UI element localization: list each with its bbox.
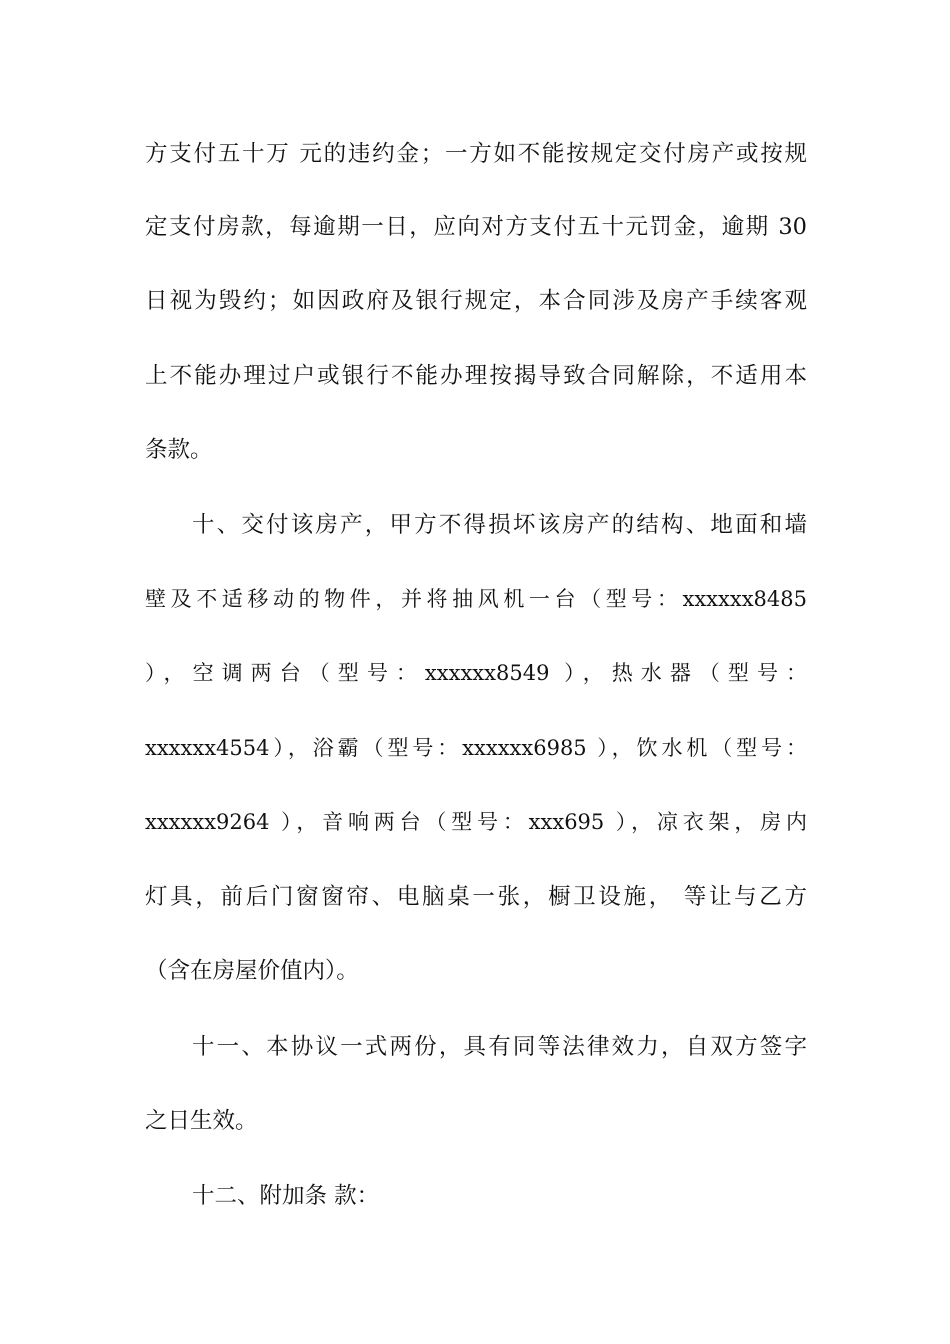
paragraph-10-line-4: xxxxxx4554），浴霸（型号：xxxxxx6985 ），饮水机（型号：: [145, 736, 807, 760]
paragraph-9-line-4: 上不能办理过户或银行不能办理按揭导致合同解除，不适用本: [145, 363, 807, 389]
paragraph-9-line-3: 日视为毁约；如因政府及银行规定，本合同涉及房产手续客观: [145, 288, 807, 314]
paragraph-10-line-2: 壁及不适移动的物件，并将抽风机一台（型号：xxxxxx8485: [145, 587, 807, 611]
paragraph-12-line-1: 十二、附加条 款：: [192, 1183, 380, 1209]
paragraph-9-line-1: 方支付五十万 元的违约金；一方如不能按规定交付房产或按规: [145, 141, 807, 167]
paragraph-9-line-2: 定支付房款，每逾期一日，应向对方支付五十元罚金，逾期 30: [145, 214, 807, 240]
paragraph-10-line-3: ），空调两台（型号：xxxxxx8549 ），热水器（型号：: [145, 661, 807, 685]
paragraph-9-line-5: 条款。: [145, 437, 213, 463]
paragraph-10-line-5: xxxxxx9264 ），音响两台（型号：xxx695 ），凉衣架，房内: [145, 810, 807, 834]
paragraph-11-line-1: 十一、本协议一式两份，具有同等法律效力，自双方签字: [192, 1034, 807, 1060]
paragraph-10-line-6: 灯具，前后门窗窗帘、电脑桌一张，橱卫设施， 等让与乙方: [145, 884, 807, 910]
paragraph-10-line-7: （含在房屋价值内）。: [145, 958, 359, 984]
paragraph-10-line-1: 十、交付该房产，甲方不得损坏该房产的结构、地面和墙: [192, 512, 807, 538]
paragraph-11-line-2: 之日生效。: [145, 1108, 258, 1134]
